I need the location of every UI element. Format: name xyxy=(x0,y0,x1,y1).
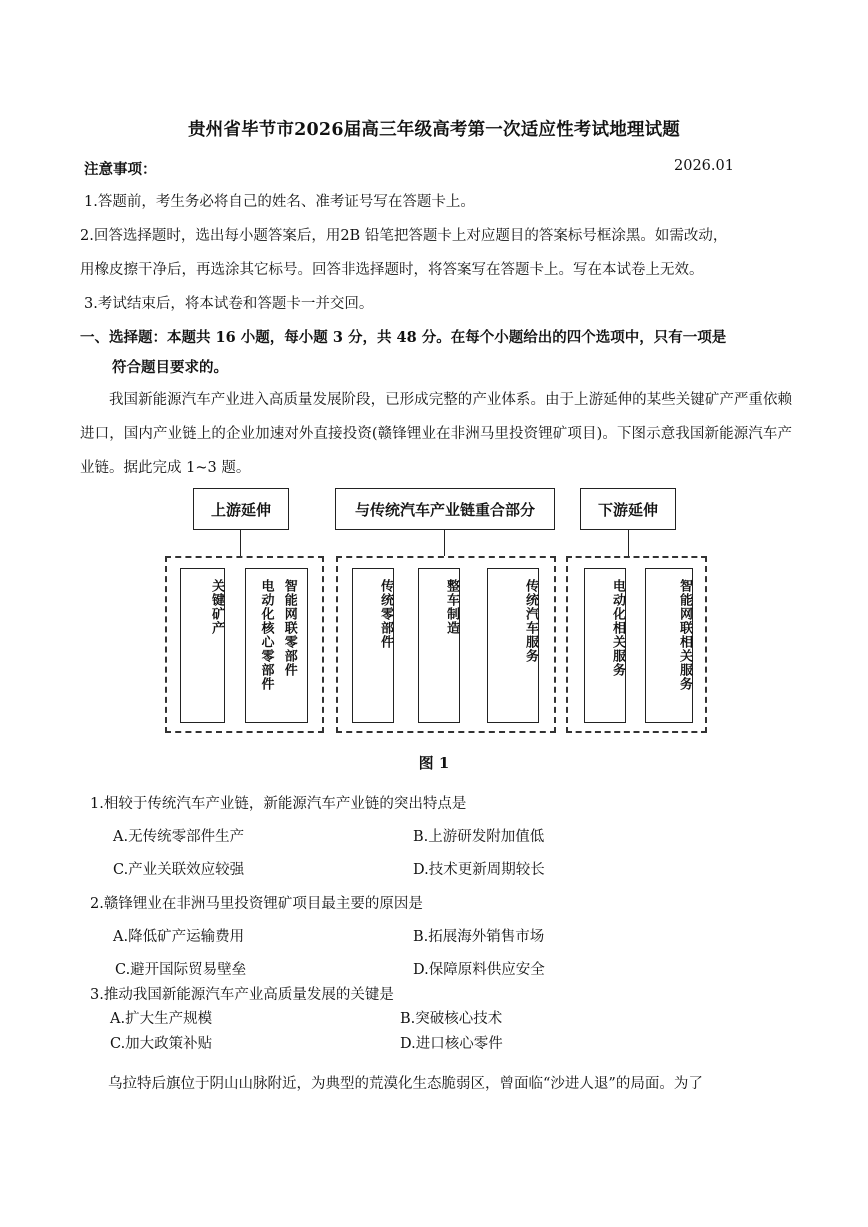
downstream-header: 下游延伸 xyxy=(580,488,676,530)
question-2-option-a: A.降低矿产运输费用 xyxy=(113,929,245,945)
item-core-components-label-2: 电动化核心零部件 xyxy=(258,579,274,691)
question-3-option-b: B.突破核心技术 xyxy=(400,1011,503,1027)
upstream-header: 上游延伸 xyxy=(193,488,289,530)
notice-1: 1.答题前，考生务必将自己的姓名、准考证号写在答题卡上。 xyxy=(84,194,475,210)
question-2-option-b: B.拓展海外销售市场 xyxy=(413,929,545,945)
question-3-stem: 3.推动我国新能源汽车产业高质量发展的关键是 xyxy=(90,987,394,1003)
closing-paragraph: 乌拉特后旗位于阴山山脉附近，为典型的荒漠化生态脆弱区，曾面临“沙进人退”的局面。为了 xyxy=(108,1076,703,1092)
item-core-components-label: 智能网联零部件 xyxy=(281,579,297,677)
question-3-option-a: A.扩大生产规模 xyxy=(110,1011,213,1027)
question-2-option-d: D.保障原料供应安全 xyxy=(413,962,545,978)
item-connected-service xyxy=(645,568,693,723)
upstream-connector xyxy=(240,530,241,556)
item-electric-service-label: 电动化相关服务 xyxy=(610,579,625,677)
section-heading-cont: 符合题目要求的。 xyxy=(112,359,228,376)
item-traditional-parts xyxy=(352,568,394,723)
item-vehicle-manufacturing-label: 整车制造 xyxy=(444,579,459,635)
question-1-option-a: A.无传统零部件生产 xyxy=(113,829,245,845)
question-1-option-b: B.上游研发附加值低 xyxy=(413,829,545,845)
page-title: 贵州省毕节市2026届高三年级高考第一次适应性考试地理试题 xyxy=(187,120,680,140)
downstream-connector xyxy=(628,530,629,556)
item-core-components xyxy=(245,568,308,723)
item-vehicle-manufacturing xyxy=(418,568,460,723)
item-connected-service-label: 智能网联相关服务 xyxy=(677,579,692,691)
item-traditional-parts-label: 传统零部件 xyxy=(378,579,393,649)
question-1-option-d: D.技术更新周期较长 xyxy=(413,862,545,878)
item-traditional-service-label: 传统汽车服务 xyxy=(523,579,538,663)
overlap-connector xyxy=(444,530,445,556)
notice-label: 注意事项： xyxy=(84,161,157,178)
question-1-stem: 1.相较于传统汽车产业链，新能源汽车产业链的突出特点是 xyxy=(90,796,467,812)
question-2-option-c: C.避开国际贸易壁垒 xyxy=(115,962,247,978)
overlap-header: 与传统汽车产业链重合部分 xyxy=(335,488,555,530)
figure-caption: 图 1 xyxy=(418,754,450,772)
question-2-stem: 2.赣锋锂业在非洲马里投资锂矿项目最主要的原因是 xyxy=(90,896,423,912)
item-electric-service xyxy=(584,568,626,723)
notice-2: 2.回答选择题时，选出每小题答案后，用2B 铅笔把答题卡上对应题目的答案标号框涂黑。如需改动， xyxy=(80,228,728,244)
intro-paragraph: 我国新能源汽车产业进入高质量发展阶段，已形成完整的产业体系。由于上游延伸的某些关键矿产严重依赖进口，国内产业链上的企业加速对外直接投资(赣锋锂业在非洲马里投资锂矿项目)。下图示意我国新能源汽车产业链。据此完成 1~3 题。 xyxy=(80,392,792,476)
question-1-option-c: C.产业关联效应较强 xyxy=(113,862,245,878)
item-traditional-service xyxy=(487,568,539,723)
item-key-minerals xyxy=(180,568,225,723)
notice-2-cont: 用橡皮擦干净后，再选涂其它标号。回答非选择题时，将答案写在答题卡上。写在本试卷上无效。 xyxy=(80,262,704,278)
section-heading: 一、选择题：本题共 16 小题，每小题 3 分，共 48 分。在每个小题给出的四个选项中，只有一项是 xyxy=(80,329,727,346)
question-3-option-c: C.加大政策补贴 xyxy=(110,1036,213,1052)
notice-3: 3.考试结束后，将本试卷和答题卡一并交回。 xyxy=(84,296,374,312)
item-key-minerals-label: 关键矿产 xyxy=(209,579,224,635)
exam-date: 2026.01 xyxy=(674,158,734,174)
question-3-option-d: D.进口核心零件 xyxy=(400,1036,503,1052)
